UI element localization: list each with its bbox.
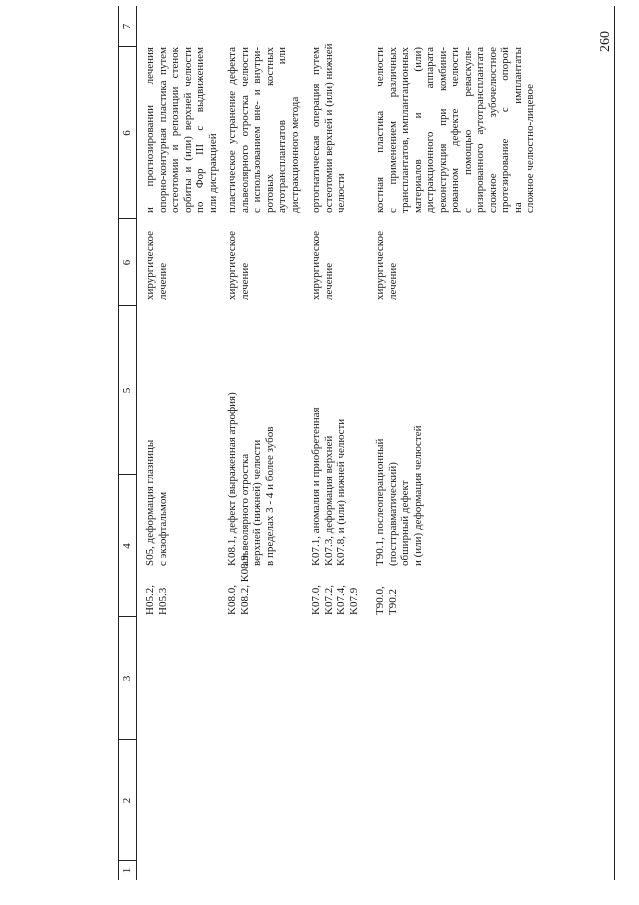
cell-line: K08.1, дефект (выраженная атрофия) xyxy=(226,392,238,566)
cell-line: верхней (нижней) челюсти xyxy=(251,439,263,566)
cell-line: сложное челюстно-лицевое xyxy=(524,84,536,213)
cell-line: опорно-контурная пластика путем xyxy=(156,47,169,213)
cell-line: K07.2, xyxy=(322,585,335,615)
cell-line: остеотомии и репозиции стенок xyxy=(169,47,181,213)
cell-line: T90.1, послеоперационный xyxy=(374,438,386,566)
treatment-type-cell xyxy=(144,220,169,300)
method-cell xyxy=(310,43,348,213)
cell-line: хирургическое xyxy=(310,230,322,300)
cell-line: (посттравматический) xyxy=(386,462,399,566)
page-number: 260 xyxy=(598,31,613,52)
table-bottom-rule xyxy=(614,6,615,880)
cell-line: протезирование с опорой xyxy=(499,47,511,213)
cell-line: ризированного аутотрансплантата xyxy=(474,47,486,213)
cell-line: альвеолярного отростка челюсти xyxy=(238,47,251,213)
diagnosis-cell xyxy=(144,440,169,566)
cell-line: ортогнатическая операция путем xyxy=(310,47,322,213)
cell-line: дистракционного метода xyxy=(288,96,301,213)
cell-line: с использованием вне- и внутри- xyxy=(251,47,263,213)
cell-line: лечение xyxy=(386,262,399,300)
cell-line: на имплантаты xyxy=(511,47,524,213)
cell-line: альвеолярного отростка xyxy=(238,453,251,566)
treatment-type-cell xyxy=(310,220,335,300)
cell-line: H05.3 xyxy=(156,587,169,615)
cell-line: с помощью реваскуля- xyxy=(461,47,474,213)
treatment-type-cell xyxy=(226,220,251,300)
cell-line: пластическое устранение дефекта xyxy=(226,47,238,213)
cell-line: по Фор III с выдвижением xyxy=(194,47,206,213)
diagnosis-cell xyxy=(374,426,424,566)
cell-line: K07.0, xyxy=(310,585,322,615)
cell-line: в пределах 3 - 4 и более зубов xyxy=(263,426,276,566)
column-header: 5 xyxy=(121,387,133,394)
column-header: 6 xyxy=(121,130,133,136)
method-cell xyxy=(374,47,537,213)
cell-line: челюсти xyxy=(335,173,347,213)
code-cell xyxy=(374,586,399,615)
diagnosis-cell xyxy=(310,407,348,566)
cell-line: аутотрансплантатов или xyxy=(276,47,288,213)
treatment-type-cell xyxy=(374,220,399,300)
cell-line: K07.3, деформация верхней xyxy=(322,435,335,566)
cell-line: орбиты и (или) верхней челюсти xyxy=(181,47,194,213)
cell-line: ротовых костных xyxy=(263,47,276,213)
column-header: 4 xyxy=(121,543,133,549)
column-header: 3 xyxy=(121,675,133,682)
cell-line: с применением различных xyxy=(386,47,399,213)
column-header: 6 xyxy=(121,259,133,266)
cell-line: реконструкция при комбини- xyxy=(436,47,449,213)
cell-line: остеотомии верхней и (или) нижней xyxy=(322,43,335,213)
column-header: 7 xyxy=(121,23,133,30)
cell-line: с экзофтальмом xyxy=(156,491,169,566)
method-cell xyxy=(144,47,219,213)
method-cell xyxy=(226,47,301,213)
cell-line: хирургическое xyxy=(144,230,156,300)
column-header: 2 xyxy=(121,797,133,804)
cell-line: S05, деформация глазницы xyxy=(144,439,156,566)
cell-line: H05.2, xyxy=(144,585,156,615)
cell-line: хирургическое xyxy=(374,230,386,300)
code-cell xyxy=(310,585,360,615)
cell-line: материалов и (или) xyxy=(411,47,424,213)
cell-line: рованном дефекте челюсти xyxy=(449,47,461,213)
cell-line: костная пластика челюсти xyxy=(374,47,386,213)
code-cell xyxy=(144,585,169,615)
cell-line: дистракционного аппарата xyxy=(424,47,436,213)
cell-line: K07.9 xyxy=(347,587,360,615)
cell-line: или дистракцией xyxy=(206,133,219,213)
cell-line: K08.0, xyxy=(226,585,238,615)
cell-line: обширный дефект xyxy=(399,480,411,566)
header-bottom-rule xyxy=(136,6,137,880)
diagnosis-cell xyxy=(226,392,276,566)
column-header: 1 xyxy=(121,867,133,874)
cell-line: K07.8, и (или) нижней челюсти xyxy=(335,418,347,566)
rotated-table xyxy=(118,6,615,880)
cell-line: K07.1, аномалия и приобретенная xyxy=(310,407,322,566)
cell-line: лечение xyxy=(156,262,169,300)
cell-line: и (или) деформация челюстей xyxy=(411,425,424,566)
cell-line: T90.2 xyxy=(386,589,399,615)
cell-line: лечение xyxy=(322,262,335,300)
cell-line: сложное зубочелюстное xyxy=(486,47,499,213)
cell-line: хирургическое xyxy=(226,230,238,300)
cell-line: K07.4, xyxy=(335,585,347,615)
cell-line: трансплантатов, имплантационных xyxy=(399,47,411,213)
cell-line: лечение xyxy=(238,262,251,300)
cell-line: K08.2, K08.9 xyxy=(238,555,251,615)
cell-line: T90.0, xyxy=(374,586,386,615)
cell-line: и прогнозировании лечения xyxy=(144,47,156,213)
